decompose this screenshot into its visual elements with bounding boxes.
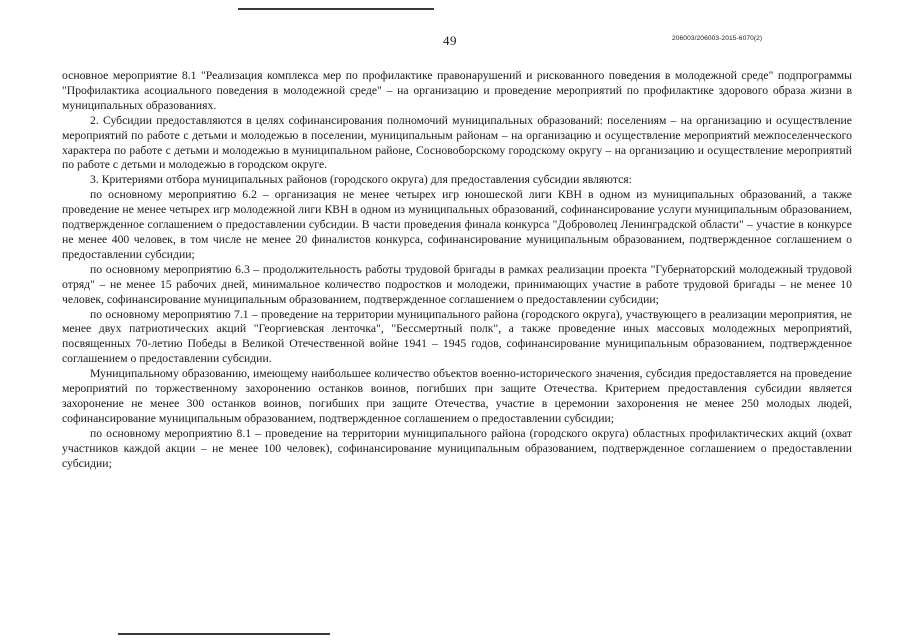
paragraph: 2. Субсидии предоставляются в целях софинансирования полномочий муниципальных образований: поселениям – на организацию и осуществление мероприятий по работе с детьми и молодежью в поселении, муниципальным районам – на организацию и осуществление мероприятий межпоселенческого характера по работе с детьми и молодежью в муниципальном районе, Сосновоборскому городскому округу – на организацию и осуществление мероприятий по работе с детьми и молодежью в городском округе. bbox=[62, 113, 852, 172]
page-number: 49 bbox=[443, 33, 457, 48]
top-rule bbox=[238, 8, 434, 10]
document-body bbox=[62, 69, 852, 471]
paragraph: по основному мероприятию 6.2 – организация не менее четырех игр юношеской лиги КВН в одном из муниципальных образований, а также проведение не менее четырех игр молодежной лиги КВН в одном из муниципальных образований, софинансирование услуги муниципальным образованием, подтвержденное соглашением о предоставлении субсидии. В части проведения финала конкурса "Доброволец Ленинградской области" – участие в конкурсе не менее 400 человек, в том числе не менее 20 финалистов конкурса, софинансирование муниципальным образованием, подтвержденное соглашением о предоставлении субсидии; bbox=[62, 188, 852, 261]
paragraph: основное мероприятие 8.1 "Реализация комплекса мер по профилактике правонарушений и рискованного поведения в молодежной среде" подпрограммы "Профилактика асоциального поведения в молодежной среде" – на организацию и проведение мероприятий по профилактике здорового образа жизни в муниципальных образованиях. bbox=[62, 69, 852, 112]
bottom-rule bbox=[118, 633, 330, 635]
paragraph: 3. Критериями отбора муниципальных районов (городского округа) для предоставления субсидии являются: bbox=[90, 173, 632, 187]
paragraph: Муниципальному образованию, имеющему наибольшее количество объектов военно-исторического значения, субсидия предоставляется на проведение мероприятий по торжественному захоронению останков воинов, погибших при защите Отечества. Критерием предоставления субсидии является захоронение не менее 300 останков воинов, погибших при защите Отечества, участие в церемонии захоронения не менее 250 молодых людей, софинансирование муниципальным образованием, подтвержденное соглашением о предоставлении субсидии; bbox=[62, 367, 852, 425]
document-id: 206003/206003-2015-6070(2) bbox=[672, 35, 763, 42]
paragraph: по основному мероприятию 7.1 – проведение на территории муниципального района (городского округа), участвующего в реализации мероприятия, не менее двух патриотических акций "Георгиевская ленточка", "Бессмертный полк", а также проведение иных массовых молодежных мероприятий, посвященных 70-летию Победы в Великой Отечественной войне 1941 – 1945 годов, софинансирование муниципальным образованием, подтвержденное соглашением о предоставлении субсидии. bbox=[62, 307, 852, 366]
paragraph: по основному мероприятию 8.1 – проведение на территории муниципального района (городского округа) областных профилактических акций (охват участников каждой акции – не менее 100 человек), софинансирование муниципальным образованием, подтвержденное соглашением о предоставлении субсидии; bbox=[62, 426, 852, 470]
paragraph: по основному мероприятию 6.3 – продолжительность работы трудовой бригады в рамках реализации проекта "Губернаторский молодежный трудовой отряд" – не менее 15 рабочих дней, минимальное количество подростков и молодежи, принимающих участие в работе трудовой бригады – не менее 10 человек, софинансирование муниципальным образованием, подтвержденное соглашением о предоставлении субсидии; bbox=[62, 262, 852, 306]
